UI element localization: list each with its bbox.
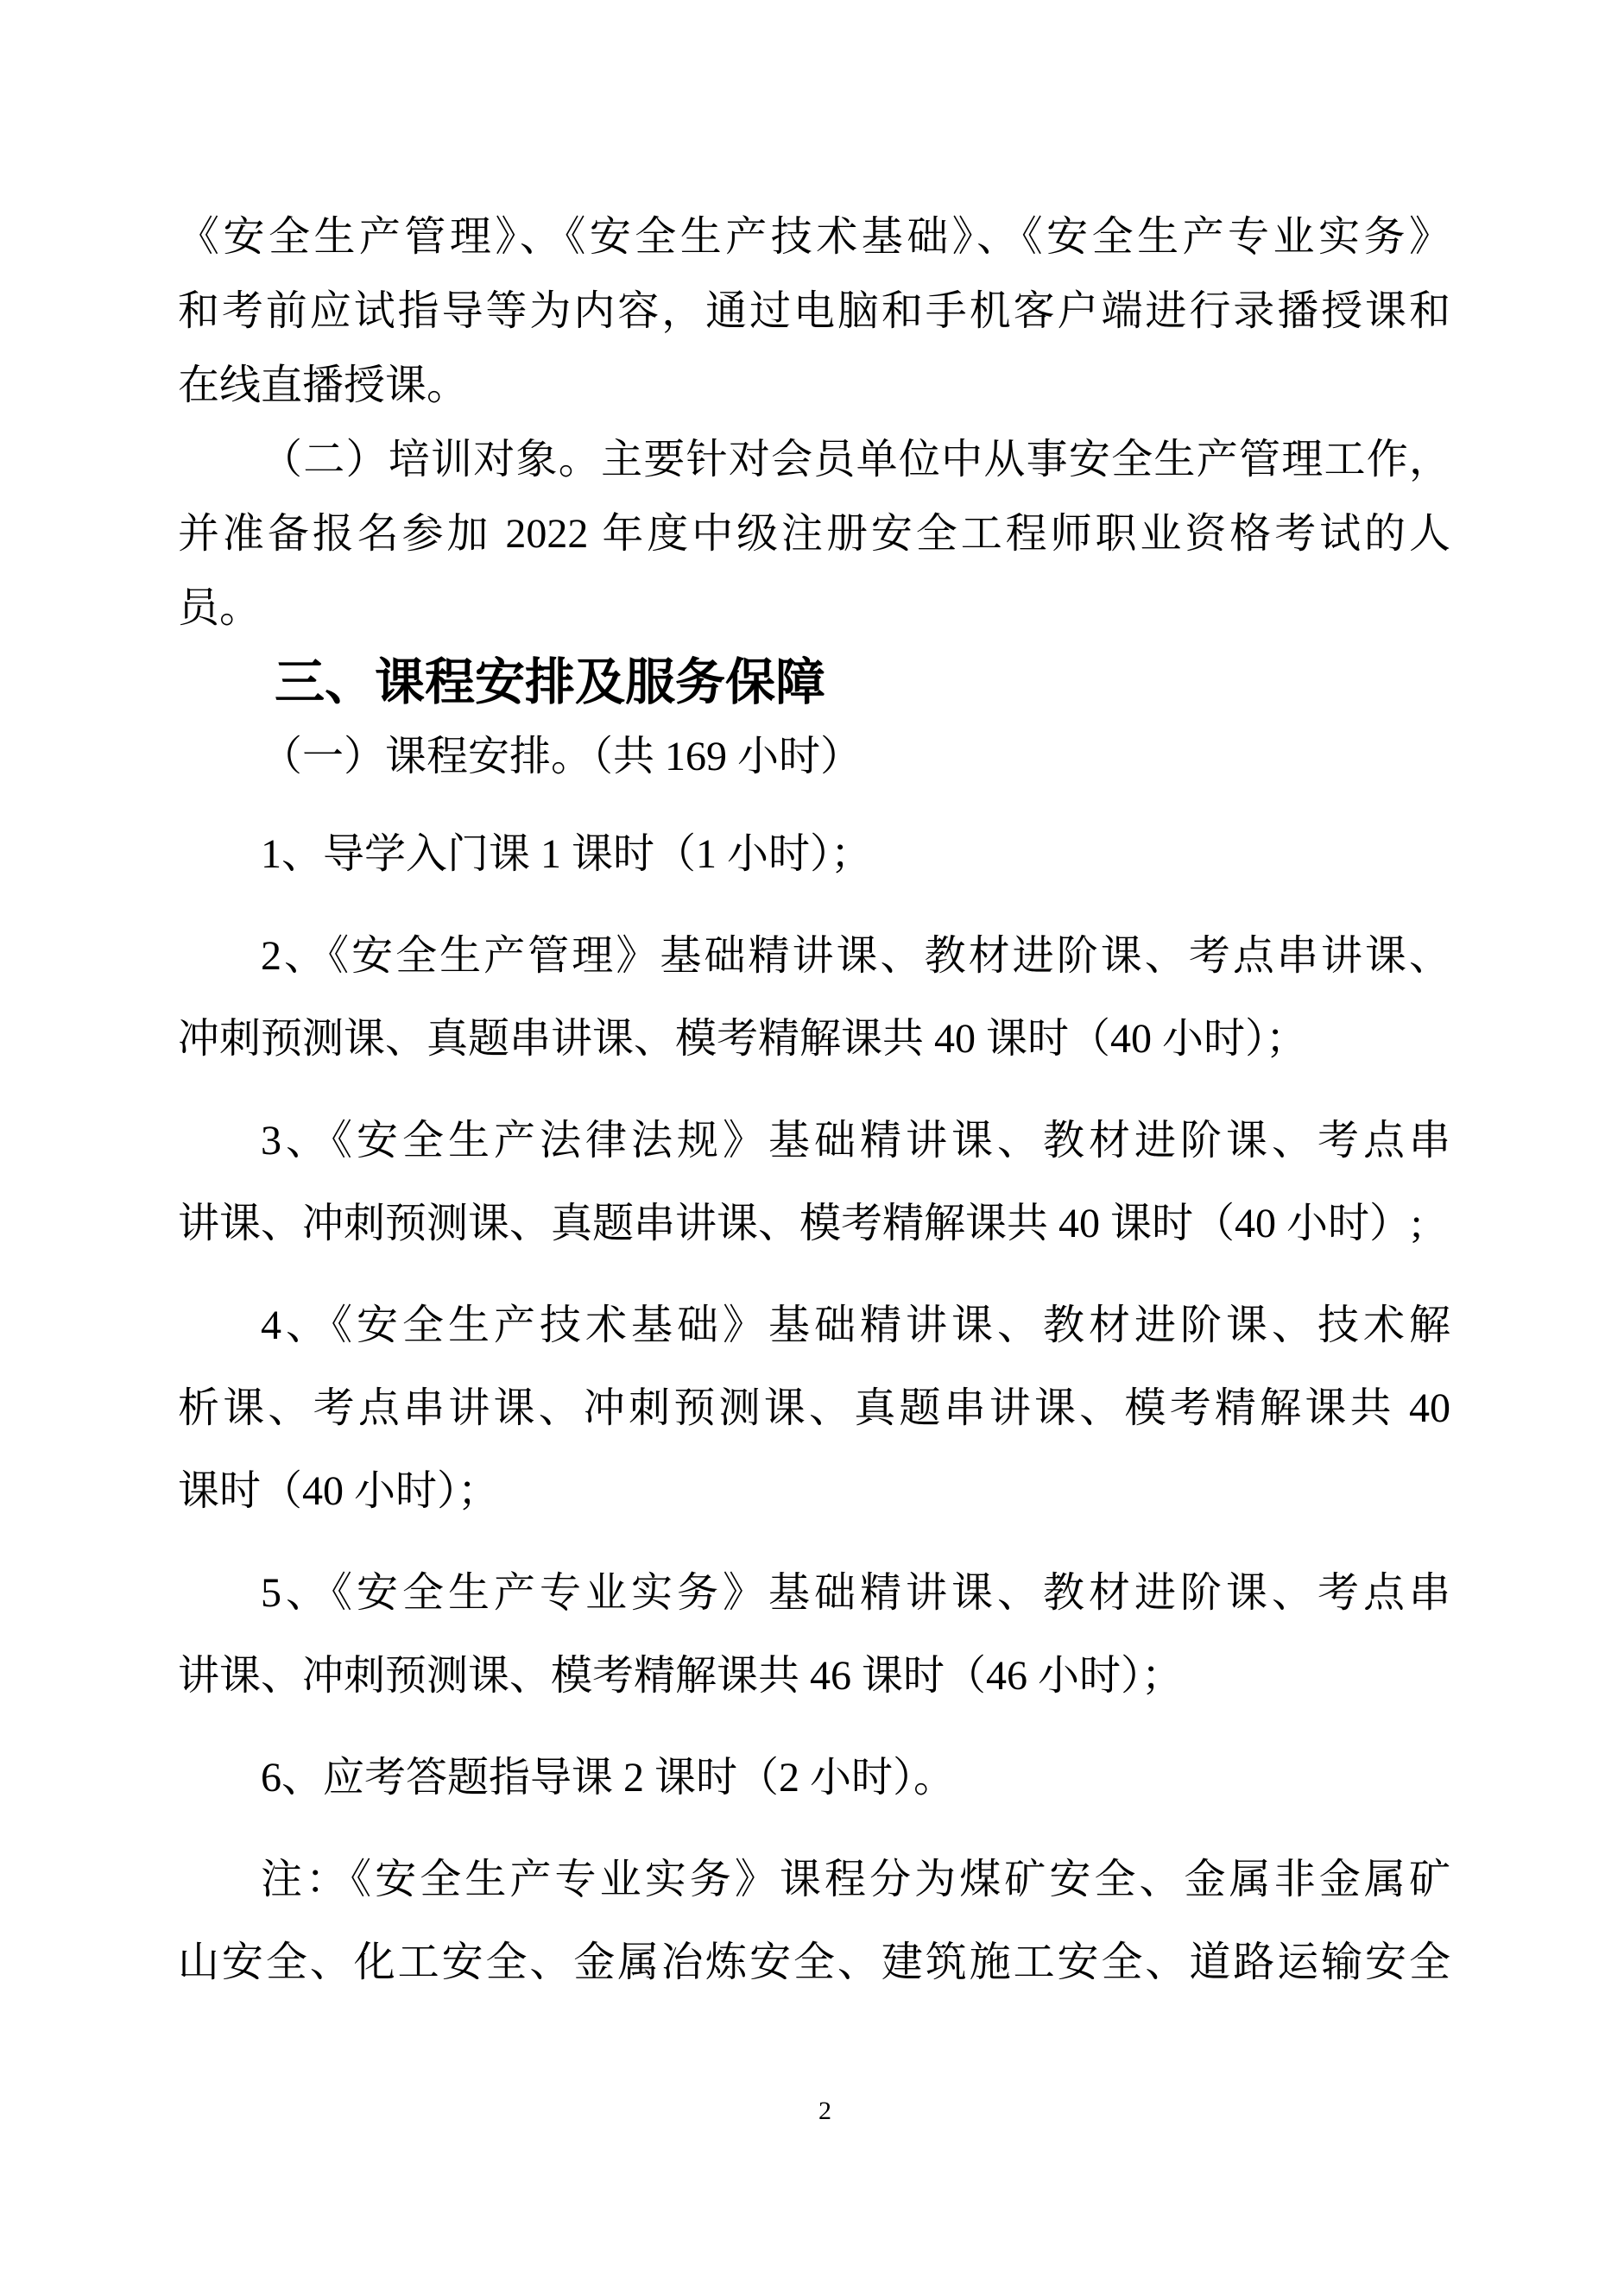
paragraph-course-schedule: （一）课程安排。（共 169 小时） [261, 734, 863, 779]
note-paragraph [178, 1839, 1450, 2004]
text-line: 和考前应试指导等为内容，通过电脑和手机客户端进行录播授课和 [178, 288, 1450, 334]
text-line: 析课、考点串讲课、冲刺预测课、真题串讲课、模考精解课共 40 [178, 1385, 1450, 1431]
text-line: 2、《安全生产管理》基础精讲课、教材进阶课、考点串讲课、 [261, 933, 1450, 979]
text-line: 注：《安全生产专业实务》课程分为煤矿安全、金属非金属矿 [261, 1857, 1450, 1902]
text-line: 在线直播授课。 [178, 363, 469, 408]
course-item-6 [178, 1737, 1450, 1820]
text-line: 4、《安全生产技术基础》基础精讲课、教材进阶课、技术解 [261, 1303, 1450, 1348]
course-item-5 [178, 1552, 1450, 1718]
text-line: 课时（40 小时）； [178, 1468, 500, 1514]
text-line: 讲课、冲刺预测课、真题串讲课、模考精解课共 40 课时（40 小时）; [178, 1201, 1423, 1246]
course-item-3 [178, 1100, 1450, 1265]
section-heading: 三、课程安排及服务保障 [275, 654, 826, 710]
text-line: 并准备报名参加 2022 年度中级注册安全工程师职业资格考试的人 [178, 511, 1450, 557]
document-body [178, 200, 1450, 2004]
text-line: 5、《安全生产专业实务》基础精讲课、教材进阶课、考点串 [261, 1570, 1450, 1616]
paragraph-training-audience [178, 423, 1450, 646]
text-line: （二）培训对象。主要针对会员单位中从事安全生产管理工作， [261, 437, 1450, 483]
text-line: 1、导学入门课 1 课时（1 小时）； [261, 831, 873, 877]
course-item-1 [178, 813, 1450, 896]
text-line: 员。 [178, 585, 262, 631]
text-line: 《安全生产管理》、《安全生产技术基础》、《安全生产专业实务》 [178, 214, 1450, 260]
text-line: 3、《安全生产法律法规》基础精讲课、教材进阶课、考点串 [261, 1118, 1450, 1164]
text-line: 冲刺预测课、真题串讲课、模考精解课共 40 课时（40 小时）； [178, 1016, 1308, 1062]
text-line: 山安全、化工安全、金属冶炼安全、建筑施工安全、道路运输安全 [178, 1940, 1450, 1985]
course-item-2 [178, 915, 1450, 1081]
text-line: 讲课、冲刺预测课、模考精解课共 46 课时（46 小时）； [178, 1653, 1184, 1699]
paragraph-continuation [178, 200, 1450, 423]
course-item-4 [178, 1284, 1450, 1533]
text-line: 6、应考答题指导课 2 课时（2 小时）。 [261, 1755, 956, 1801]
page-number: 2 [818, 2097, 831, 2125]
